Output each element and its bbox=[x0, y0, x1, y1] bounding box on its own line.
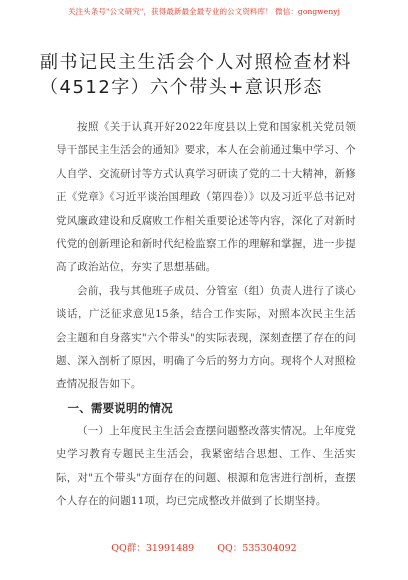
paragraph-meeting: 会前，我与其他班子成员、分管室（组）负责人进行了谈心谈话，广泛征求意见15条，结合工作实际，对照本次民主生活会主题和自身落实"六个带头"的实际表现，深刻查摆了存在的问题、深入剖析了原因，明确了今后的努力方向。现将个人对照检查情况报告如下。 bbox=[56, 284, 356, 391]
paragraph-intro: 按照《关于认真开好2022年度县以上党和国家机关党员领导干部民主生活会的通知》要求，本人在会前通过集中学习、个人自学、交流研讨等方式认真学习研读了党的二十大精神，新修正《党章》《习近平谈治国理政（第四卷）》以及习近平总书记对党风廉政建设和反腐败工作相关重要论述等内容，深化了对新时代党的创新理论和新时代纪检监察工作的理解和掌握，进一步提高了政治站位，夯实了思想基础。 bbox=[56, 121, 356, 274]
section-paragraph: （一）上年度民主生活会查摆问题整改落实情况。上年度党史学习教育专题民主生活会，我紧密结合思想、工作、生活实际，对"五个带头"方面存在的问题、根源和危害进行剖析，查摆个人存在的问题11项，均已完成整改并做到了长期坚持。 bbox=[56, 424, 356, 508]
document-body bbox=[56, 116, 356, 514]
section-heading: 一、需要说明的情况 bbox=[67, 400, 173, 415]
document-title: 副书记民主生活会个人对照检查材料（4512字）六个带头+意识形态 bbox=[40, 52, 352, 98]
qq-group-text: QQ群：31991489 bbox=[111, 543, 195, 554]
promo-banner: 关注头条号"公文研究"，获得最新最全最专业的公文资料库！ 微信：gongwenyj bbox=[67, 7, 341, 16]
footer-contact bbox=[0, 540, 408, 554]
qq-text: QQ：535304092 bbox=[217, 543, 297, 554]
